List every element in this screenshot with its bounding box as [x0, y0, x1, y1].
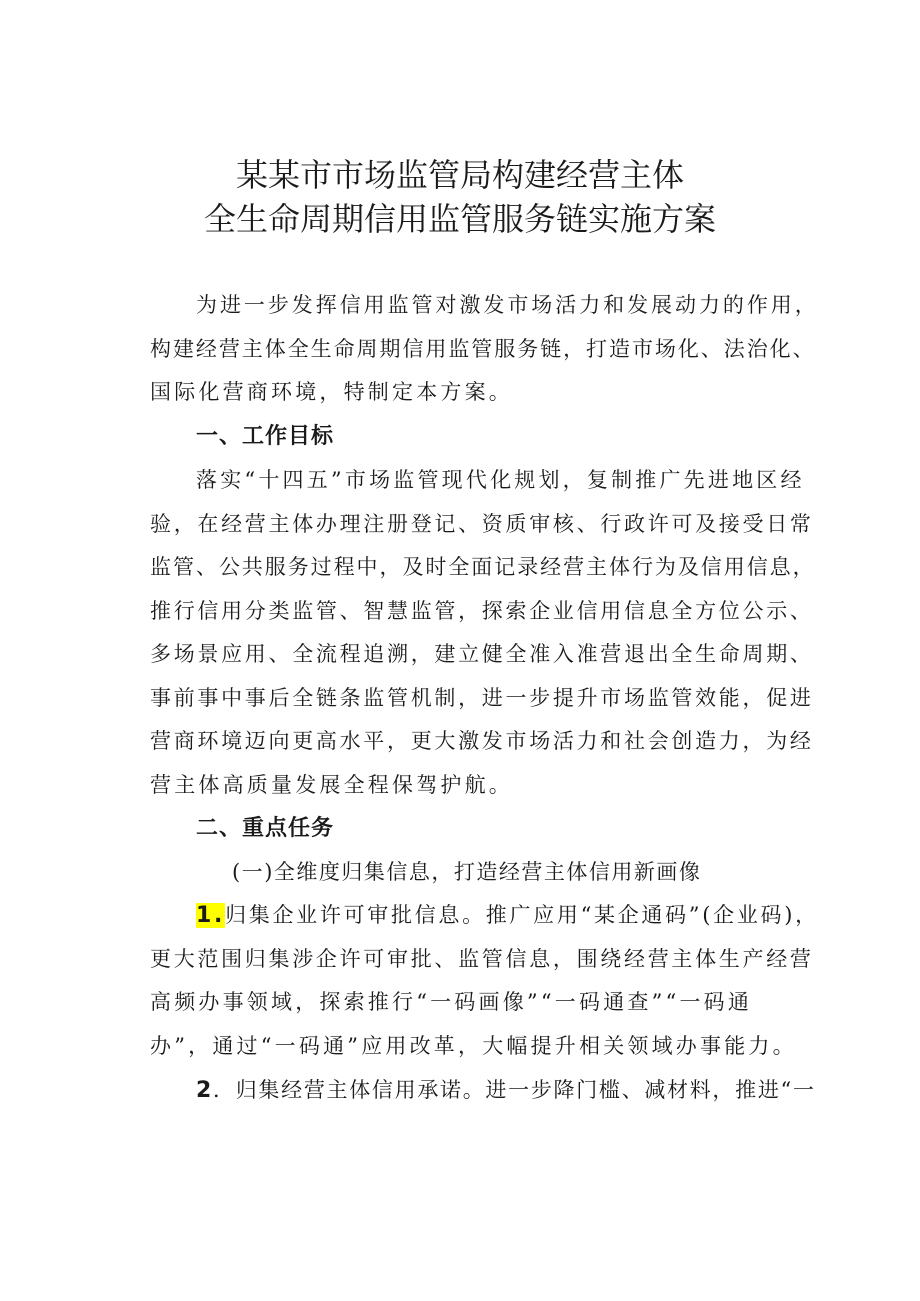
item-number-highlighted: 1.: [196, 903, 226, 928]
section-heading-goals: 一、工作目标: [196, 424, 335, 449]
body-line: 监管、公共服务过程中，及时全面记录经营主体行为及信用信息，: [150, 555, 816, 579]
intro-line: 国际化营商环境，特制定本方案。: [150, 380, 513, 404]
body-line: 落实“十四五”市场监管现代化规划，复制推广先进地区经: [196, 468, 805, 492]
intro-line: 为进一步发挥信用监管对激发市场活力和发展动力的作用，: [196, 293, 819, 317]
intro-line: 构建经营主体全生命周期信用监管服务链，打造市场化、法治化、: [150, 337, 816, 361]
body-line: 营主体高质量发展全程保驾护航。: [150, 773, 513, 797]
item-1-first-line: [196, 901, 819, 930]
body-line: 验，在经营主体办理注册登记、资质审核、行政许可及接受日常: [150, 512, 814, 536]
item-number: 2: [196, 1078, 214, 1103]
body-line: 事前事中事后全链条监管机制，进一步提升市场监管效能，促进: [150, 686, 814, 710]
item-text: 归集企业许可审批信息。推广应用“某企通码”(企业码)，: [225, 903, 819, 927]
body-line: 办”，通过“一码通”应用改革，大幅提升相关领域办事能力。: [150, 1034, 797, 1058]
subsection-heading: (一)全维度归集信息，打造经营主体信用新画像: [232, 860, 702, 884]
item-text: ．归集经营主体信用承诺。进一步降门槛、减材料，推进“一: [213, 1078, 816, 1102]
body-line: 营商环境迈向更高水平，更大激发市场活力和社会创造力，为经: [150, 729, 814, 753]
body-line: 推行信用分类监管、智慧监管，探索企业信用信息全方位公示、: [150, 599, 814, 623]
body-line: 多场景应用、全流程追溯，建立健全准入准营退出全生命周期、: [150, 642, 814, 666]
document-title-line-1: 某某市市场监管局构建经营主体: [235, 156, 684, 194]
section-heading-tasks: 二、重点任务: [196, 816, 335, 841]
document-title-line-2: 全生命周期信用监管服务链实施方案: [203, 200, 716, 238]
body-line: 高频办事领域，探索推行“一码画像”“一码通查”“一码通: [150, 990, 753, 1014]
body-line: 更大范围归集涉企许可审批、监管信息，围绕经营主体生产经营: [150, 947, 814, 971]
item-2-first-line: [196, 1076, 816, 1105]
